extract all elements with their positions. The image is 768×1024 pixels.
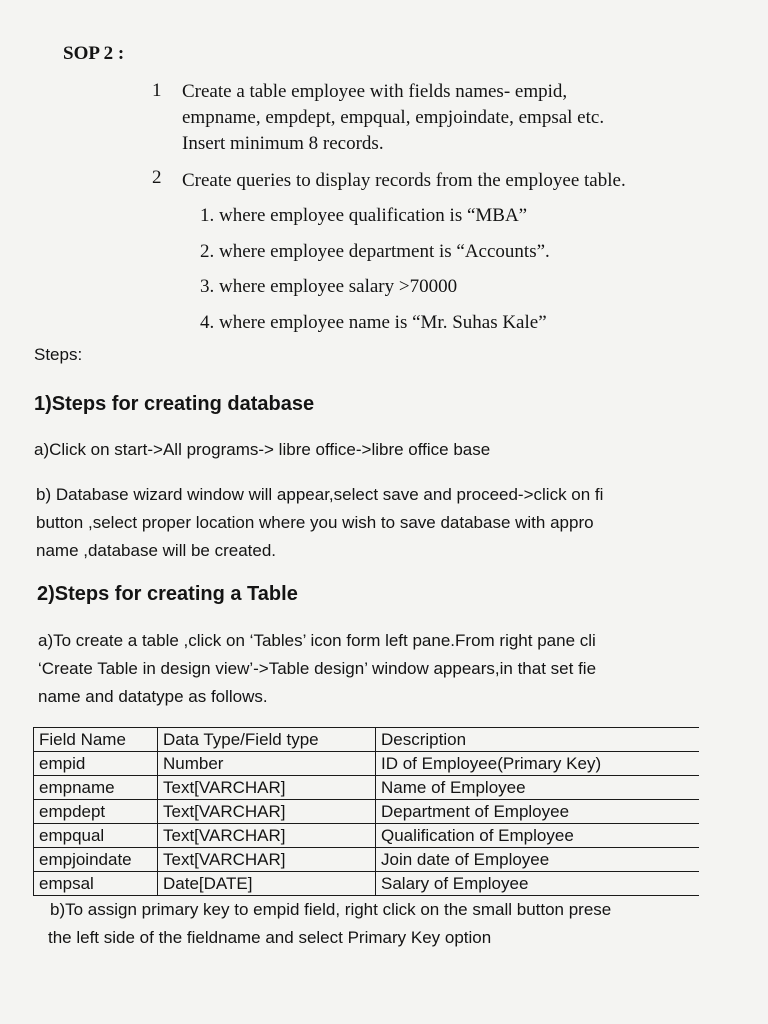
paragraph-line: name and datatype as follows. [38,687,268,706]
paragraph-line: the left side of the fieldname and select Primary Key option [48,928,492,947]
paragraph-line: b)To assign primary key to empid field, right click on the small button prese [50,900,612,919]
table-cell: Text[VARCHAR] [158,776,376,800]
paragraph-line: a)To create a table ,click on ‘Tables’ icon form left pane.From right pane cli [38,631,596,650]
paragraph-line: name ,database will be created. [36,541,277,560]
table-row [34,824,700,848]
task-line: Create queries to display records from the employee table. [182,170,626,191]
page-title: SOP 2 : [63,43,125,64]
paragraph: a)Click on start->All programs-> libre office->libre office base [34,440,491,459]
steps-label: Steps: [34,345,83,364]
table-cell: Date[DATE] [158,872,376,896]
table-cell: empname [34,776,158,800]
task-line: Insert minimum 8 records. [182,133,384,154]
table-cell: empsal [34,872,158,896]
task-number: 1 [152,80,162,101]
header-cell: Description [376,728,700,752]
section-heading: 2)Steps for creating a Table [37,583,298,605]
table-cell: Name of Employee [376,776,700,800]
query-item: 1. where employee qualification is “MBA” [200,205,528,226]
table-row [34,800,700,824]
table-cell: Number [158,752,376,776]
task-line: Create a table employee with fields names- empid, [182,81,568,102]
table-cell: Text[VARCHAR] [158,848,376,872]
field-definition-table [33,727,699,896]
table-cell: Join date of Employee [376,848,700,872]
query-item: 2. where employee department is “Accounts”. [200,241,550,262]
paragraph-line: ‘Create Table in design view’->Table design’ window appears,in that set fie [38,659,597,678]
table-row [34,752,700,776]
table-cell: Department of Employee [376,800,700,824]
table-cell: empid [34,752,158,776]
section-heading: 1)Steps for creating database [34,393,315,415]
header-cell: Field Name [34,728,158,752]
table-cell: empdept [34,800,158,824]
table-cell: Qualification of Employee [376,824,700,848]
table-cell: empjoindate [34,848,158,872]
task-number: 2 [152,167,162,188]
table-cell: Salary of Employee [376,872,700,896]
query-item: 3. where employee salary >70000 [200,276,458,297]
table-row [34,776,700,800]
query-item: 4. where employee name is “Mr. Suhas Kale” [200,312,547,333]
table-header-row [34,728,700,752]
task-line: empname, empdept, empqual, empjoindate, empsal etc. [182,107,605,128]
table-cell: empqual [34,824,158,848]
table-row [34,848,700,872]
paragraph-line: b) Database wizard window will appear,select save and proceed->click on fi [36,485,604,504]
paragraph-line: button ,select proper location where you wish to save database with appro [36,513,594,532]
table-cell: ID of Employee(Primary Key) [376,752,700,776]
table-cell: Text[VARCHAR] [158,824,376,848]
table-cell: Text[VARCHAR] [158,800,376,824]
table-row [34,872,700,896]
header-cell: Data Type/Field type [158,728,376,752]
